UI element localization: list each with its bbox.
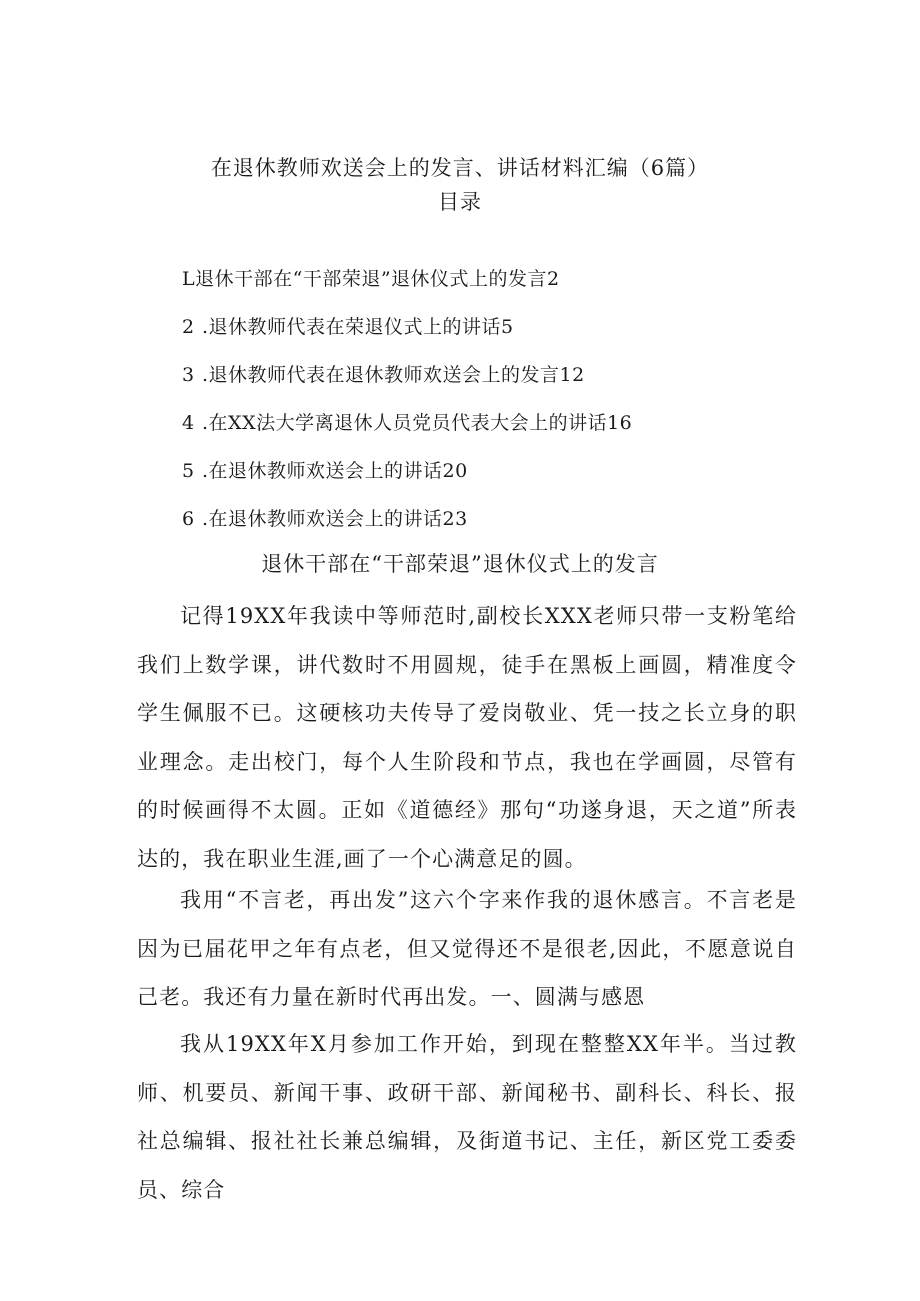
toc-item[interactable]: [182, 504, 468, 531]
toc-item-text: .在退休教师欢送会上的讲话23: [202, 508, 468, 530]
body-paragraph: 我用“不言老，再出发”这六个字来作我的退休感言。不言老是因为已届花甲之年有点老，但又觉得还不是很老,因此，不愿意说自己老。我还有力量在新时代再出发。一、圆满与感恩: [137, 888, 797, 1009]
toc-item[interactable]: [182, 360, 585, 387]
toc-item[interactable]: [182, 408, 632, 435]
toc-item-text: 退休干部在“干部荣退”退休仪式上的发言2: [195, 268, 560, 290]
toc-heading: 目录: [438, 190, 482, 214]
body-paragraph: 记得19XX年我读中等师范时,副校长XXX老师只带一支粉笔给我们上数学课，讲代数时不用圆规，徒手在黑板上画圆，精准度令学生佩服不已。这硬核功夫传导了爱岗敬业、凭一技之长立身的职业理念。走出校门，每个人生阶段和节点，我也在学画圆，尽管有的时候画得不太圆。正如《道德经》那句“功遂身退，天之道”所表达的，我在职业生涯,画了一个心满意足的圆。: [137, 604, 797, 871]
toc-item-text: .在退休教师欢送会上的讲话20: [202, 460, 468, 482]
body-paragraph: 我从19XX年X月参加工作开始，到现在整整XX年半。当过教师、机要员、新闻干事、政研干部、新闻秘书、副科长、科长、报社总编辑、报社社长兼总编辑，及街道书记、主任，新区党工委委员、综合: [137, 1032, 797, 1202]
toc-item-number: L: [182, 268, 196, 290]
toc-item-number: 3: [182, 364, 195, 386]
document-title: 在退休教师欢送会上的发言、讲话材料汇编（6篇）: [210, 156, 710, 180]
section-title: 退休干部在“干部荣退”退休仪式上的发言: [261, 552, 659, 576]
toc-item[interactable]: [182, 264, 560, 291]
toc-item-number: 5: [182, 460, 195, 482]
toc-item-text: .退休教师代表在荣退仪式上的讲话5: [202, 316, 514, 338]
toc-item-text: .退休教师代表在退休教师欢送会上的发言12: [202, 364, 585, 386]
toc-item-number: 6: [182, 508, 195, 530]
toc-item[interactable]: [182, 312, 514, 339]
toc-item-number: 2: [182, 316, 195, 338]
toc-item-text: .在XX法大学离退休人员党员代表大会上的讲话16: [202, 412, 633, 434]
toc-item-number: 4: [182, 412, 195, 434]
toc-item[interactable]: [182, 456, 468, 483]
